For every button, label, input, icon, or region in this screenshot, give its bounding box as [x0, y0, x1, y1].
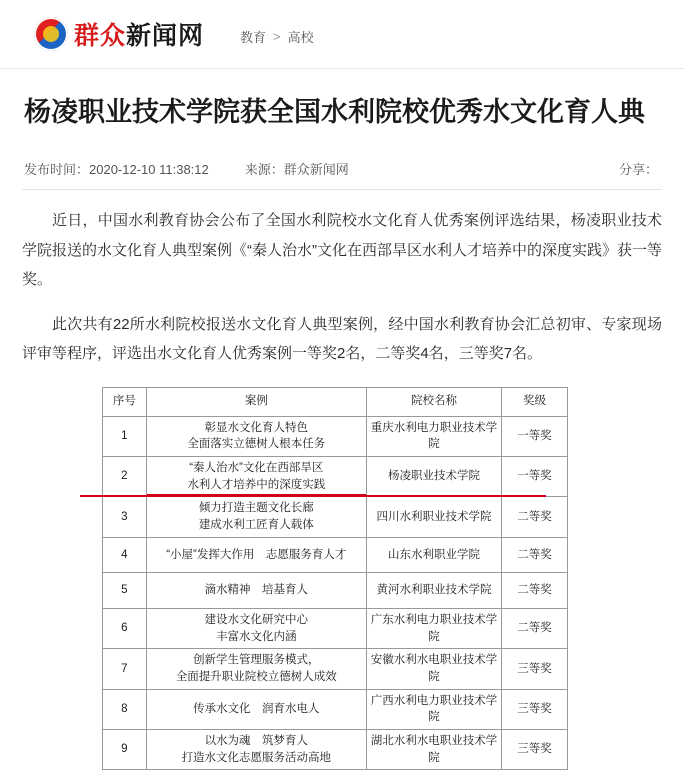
cell-school: 杨凌职业技术学院	[366, 457, 501, 497]
cell-level: 二等奖	[502, 537, 568, 573]
column-header-index: 序号	[103, 387, 147, 416]
table-row	[103, 649, 568, 689]
table-row	[103, 609, 568, 649]
case-line: 彰显水文化育人特色	[204, 421, 309, 434]
case-line: 建成水利工匠育人载体	[198, 519, 314, 532]
cell-index: 2	[103, 457, 147, 497]
cell-case	[146, 649, 366, 689]
article-source: 来源：群众新闻网	[244, 162, 349, 178]
cell-level: 三等奖	[502, 649, 568, 689]
cell-school: 重庆水利电力职业技术学院	[366, 416, 501, 456]
cell-level: 二等奖	[502, 497, 568, 537]
case-line: 以水为魂 筑梦育人	[204, 735, 309, 748]
cell-level: 二等奖	[502, 573, 568, 609]
cell-index: 4	[103, 537, 147, 573]
cell-school: 湖北水利水电职业技术学院	[366, 730, 501, 770]
logo-icon	[34, 17, 68, 51]
cell-case	[146, 609, 366, 649]
cell-school: 四川水利职业技术学院	[366, 497, 501, 537]
cell-school: 安徽水利水电职业技术学院	[366, 649, 501, 689]
case-line: 水利人才培养中的深度实践	[187, 478, 326, 491]
awards-table-wrapper	[102, 387, 568, 770]
site-header	[0, 0, 684, 69]
publish-time: 发布时间：2020-12-10 11:38:12	[24, 162, 209, 178]
awards-table	[102, 387, 568, 770]
table-row	[103, 416, 568, 456]
highlight-underline	[80, 495, 546, 497]
case-line: 打造水文化志愿服务活动高地	[181, 751, 332, 764]
cell-level: 二等奖	[502, 609, 568, 649]
cell-school: 广西水利电力职业技术学院	[366, 689, 501, 729]
cell-index: 3	[103, 497, 147, 537]
table-body	[103, 416, 568, 770]
article-paragraph-2: 此次共有22所水利院校报送水文化育人典型案例，经中国水利教育协会汇总初审、专家现场评审等程序，评选出水文化育人优秀案例一等奖2名，二等奖4名，三等奖7名。	[22, 316, 662, 363]
case-line: “秦人治水”文化在西部旱区	[189, 462, 324, 475]
case-line: 传承水文化 润育水电人	[193, 703, 320, 716]
cell-case	[146, 573, 366, 609]
cell-index: 9	[103, 730, 147, 770]
logo-text-black: 新闻网	[126, 21, 205, 50]
breadcrumb-separator: >	[273, 28, 281, 44]
column-header-school: 院校名称	[366, 387, 501, 416]
cell-index: 5	[103, 573, 147, 609]
cell-case	[146, 689, 366, 729]
cell-level: 三等奖	[502, 730, 568, 770]
cell-index: 7	[103, 649, 147, 689]
logo-text-red: 群众	[74, 21, 127, 50]
breadcrumb	[240, 23, 314, 46]
table-row	[103, 497, 568, 537]
case-line: “小屋”发挥大作用 志愿服务育人才	[166, 548, 347, 561]
case-line: 滴水精神 培基育人	[204, 584, 309, 597]
article	[0, 95, 684, 770]
cell-level: 三等奖	[502, 689, 568, 729]
article-paragraph-1: 近日，中国水利教育协会公布了全国水利院校水文化育人优秀案例评选结果，杨凌职业技术学院报送的水文化育人典型案例《“秦人治水”文化在西部旱区水利人才培养中的深度实践》获一等奖。	[22, 212, 662, 288]
cell-school: 山东水利职业学院	[366, 537, 501, 573]
table-row	[103, 457, 568, 497]
cell-index: 6	[103, 609, 147, 649]
case-line: 全面提升职业院校立德树人成效	[175, 671, 337, 684]
case-line: 丰富水文化内涵	[216, 630, 297, 643]
table-row	[103, 730, 568, 770]
logo-text	[74, 16, 204, 52]
table-row	[103, 537, 568, 573]
article-meta	[22, 159, 662, 190]
breadcrumb-item-education[interactable]: 教育	[240, 29, 267, 45]
cell-case	[146, 730, 366, 770]
breadcrumb-item-university[interactable]: 高校	[287, 29, 314, 45]
table-header-row	[103, 387, 568, 416]
cell-index: 8	[103, 689, 147, 729]
cell-case	[146, 497, 366, 537]
cell-case	[146, 537, 366, 573]
table-row	[103, 689, 568, 729]
column-header-level: 奖级	[502, 387, 568, 416]
site-logo[interactable]	[34, 16, 204, 52]
article-body	[22, 206, 662, 368]
case-line: 建设水文化研究中心	[204, 614, 309, 627]
cell-case	[146, 457, 366, 497]
share-label[interactable]: 分享：	[618, 162, 658, 178]
cell-level: 一等奖	[502, 457, 568, 497]
cell-level: 一等奖	[502, 416, 568, 456]
case-line: 创新学生管理服务模式，	[193, 654, 320, 667]
case-line: 全面落实立德树人根本任务	[187, 438, 326, 451]
table-row	[103, 573, 568, 609]
case-line: 倾力打造主题文化长廊	[198, 502, 314, 515]
page-title: 杨凌职业技术学院获全国水利院校优秀水文化育人典	[24, 97, 645, 128]
cell-school: 黄河水利职业技术学院	[366, 573, 501, 609]
cell-case	[146, 416, 366, 456]
cell-school: 广东水利电力职业技术学院	[366, 609, 501, 649]
cell-index: 1	[103, 416, 147, 456]
column-header-case: 案例	[146, 387, 366, 416]
